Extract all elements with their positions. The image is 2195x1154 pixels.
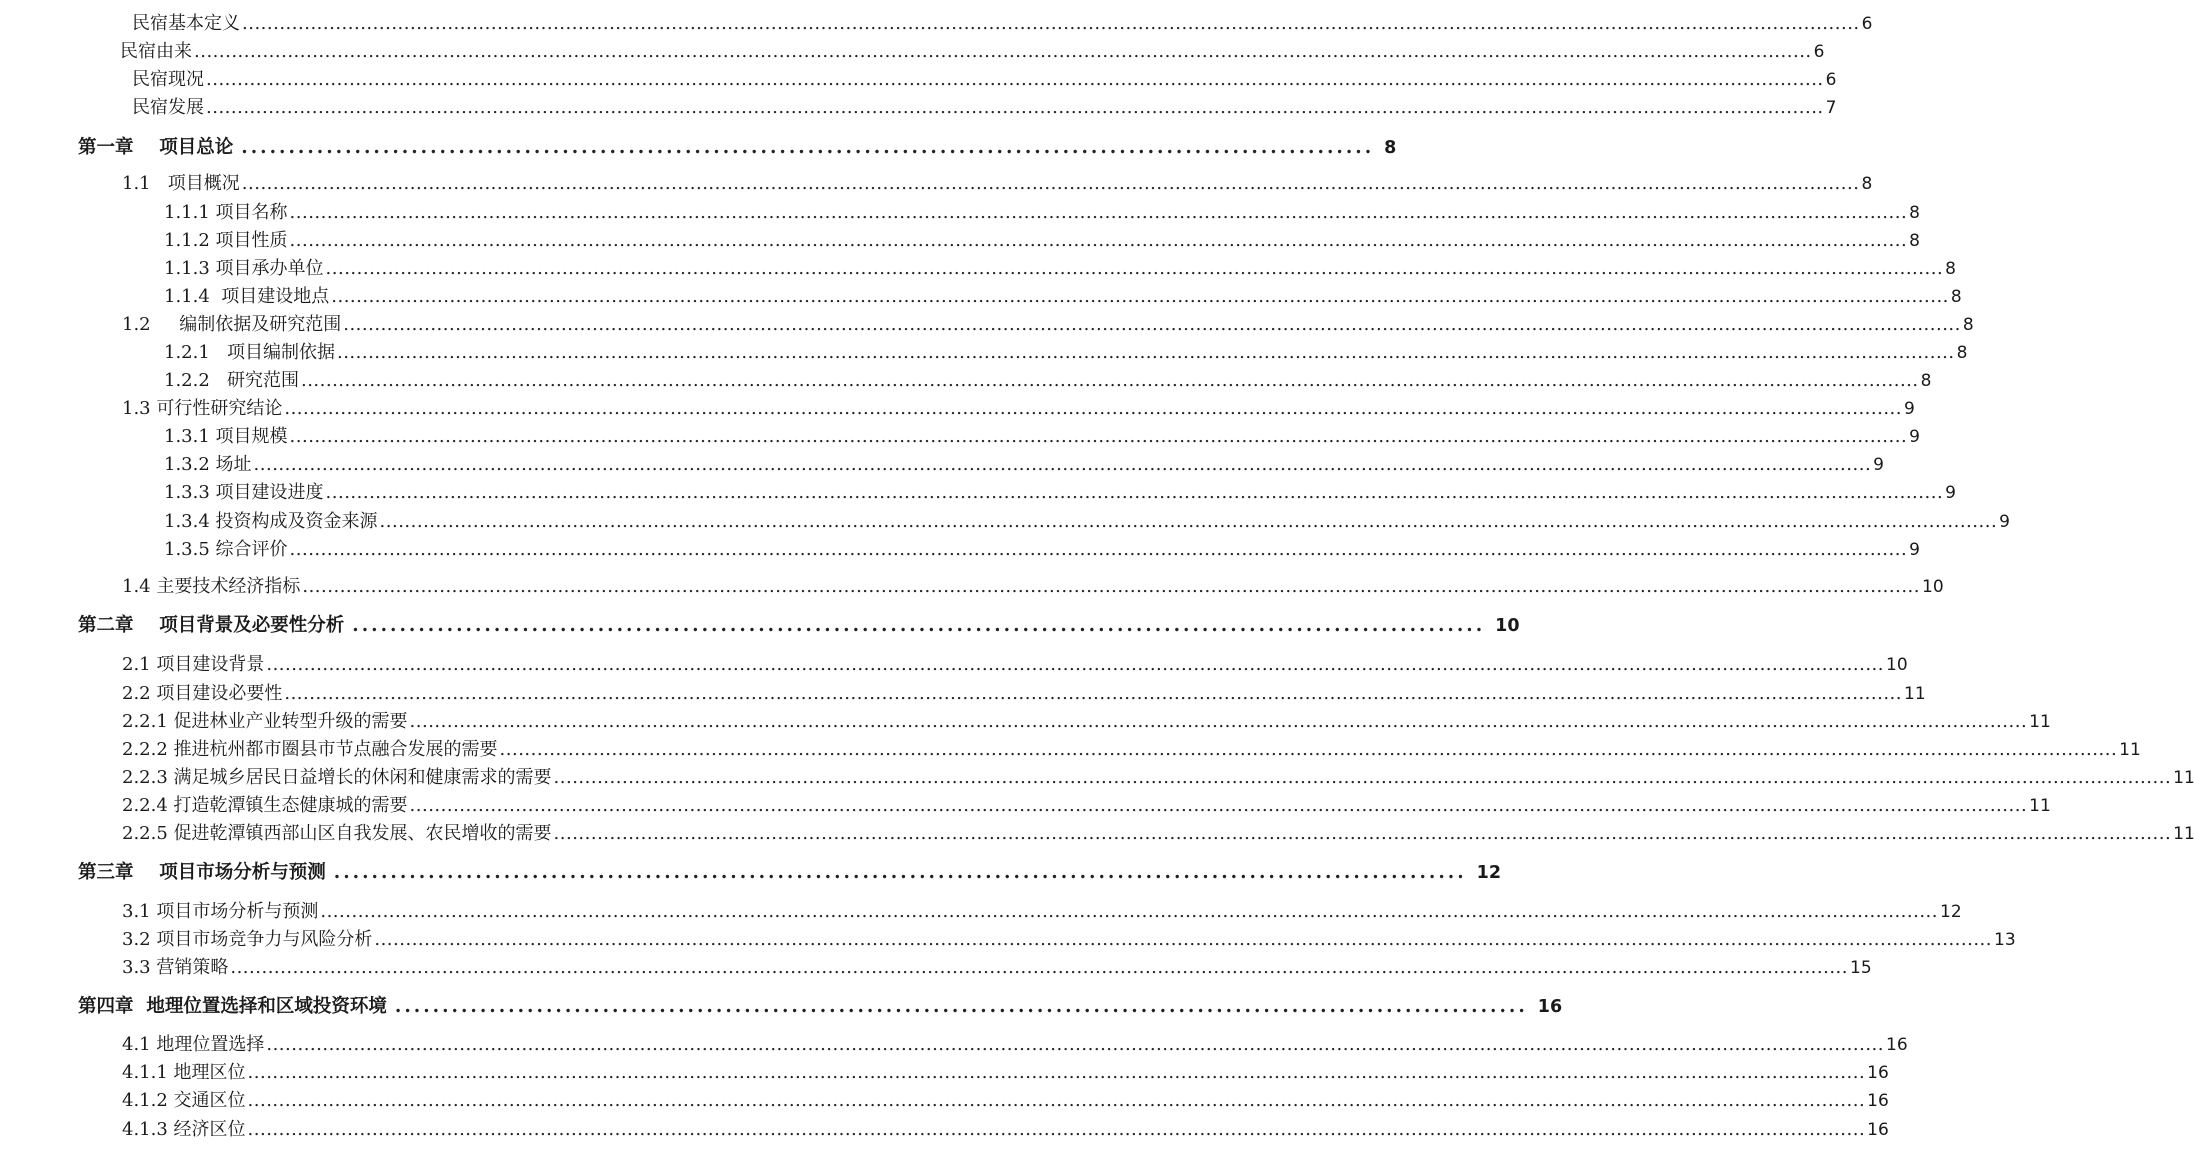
toc-page-number: 11 bbox=[1904, 684, 1926, 704]
toc-entry-title: 1.1.1 项目名称 bbox=[164, 202, 288, 223]
toc-dot-leader: .................................................................................................................................................................................................................................................................... bbox=[499, 739, 2118, 760]
toc-entry[interactable] bbox=[122, 170, 1873, 196]
toc-entry-title: 3.3 营销策略 bbox=[122, 957, 229, 978]
toc-dot-leader: .................................................................................................................................................................................................................................................................... bbox=[247, 1062, 1866, 1083]
toc-dot-leader: .................................................................................................................................................................................................................................................................... bbox=[266, 654, 1884, 675]
toc-entry-title: 民宿基本定义 bbox=[132, 13, 240, 34]
toc-chapter-entry[interactable] bbox=[78, 612, 1520, 638]
toc-entry-title: 1.2 编制依据及研究范围 bbox=[122, 314, 342, 335]
toc-dot-leader: .................................................................................................................................................................................................................................................................... bbox=[242, 13, 1860, 34]
toc-entry[interactable] bbox=[122, 736, 2141, 762]
toc-dot-leader: ........................................................................................................................ bbox=[352, 615, 1486, 636]
toc-dot-leader: .................................................................................................................................................................................................................................................................... bbox=[241, 173, 1860, 194]
toc-page-number: 11 bbox=[2173, 824, 2195, 844]
toc-entry[interactable] bbox=[164, 255, 1956, 281]
toc-page-number: 16 bbox=[1867, 1091, 1889, 1111]
toc-entry[interactable] bbox=[164, 339, 1968, 365]
toc-entry[interactable] bbox=[164, 451, 1884, 477]
toc-page-number: 12 bbox=[1940, 902, 1962, 922]
toc-entry[interactable] bbox=[122, 898, 1962, 924]
toc-dot-leader: .................................................................................................................................................................................................................................................................... bbox=[300, 370, 1919, 391]
toc-entry[interactable] bbox=[122, 1059, 1889, 1085]
toc-entry[interactable] bbox=[132, 10, 1873, 36]
toc-entry-title: 2.2.3 满足城乡居民日益增长的休闲和健康需求的需要 bbox=[122, 767, 552, 788]
toc-page-number: 16 bbox=[1537, 997, 1563, 1017]
toc-page-number: 8 bbox=[1384, 138, 1397, 158]
toc-page-number: 10 bbox=[1922, 577, 1944, 597]
toc-entry[interactable] bbox=[122, 1087, 1889, 1113]
toc-page-number: 10 bbox=[1495, 616, 1520, 636]
toc-dot-leader: .................................................................................................................................................................................................................................................................... bbox=[247, 1090, 1866, 1111]
toc-entry-title: 1.3.5 综合评价 bbox=[164, 539, 288, 560]
toc-entry[interactable] bbox=[164, 227, 1920, 253]
toc-entry[interactable] bbox=[164, 367, 1932, 393]
toc-dot-leader: .................................................................................................................................................................................................................................................................... bbox=[374, 929, 1992, 950]
toc-dot-leader: .................................................................................................................................................................................................................................................................... bbox=[325, 482, 1944, 503]
toc-entry-title: 1.2.1 项目编制依据 bbox=[164, 342, 335, 363]
toc-page-number: 8 bbox=[1945, 259, 1956, 279]
toc-entry-title: 第三章 项目市场分析与预测 bbox=[78, 862, 326, 883]
toc-page-number: 16 bbox=[1867, 1063, 1889, 1083]
toc-page-number: 9 bbox=[1909, 540, 1920, 560]
toc-dot-leader: .................................................................................................................................................................................................................................................................... bbox=[289, 202, 1908, 223]
toc-entry[interactable] bbox=[122, 954, 1872, 980]
toc-page-number: 15 bbox=[1850, 958, 1872, 978]
toc-entry-title: 3.1 项目市场分析与预测 bbox=[122, 901, 319, 922]
toc-page-number: 13 bbox=[1994, 930, 2016, 950]
toc-dot-leader: .................................................................................................................................................................................................................................................................... bbox=[253, 454, 1872, 475]
toc-dot-leader: .................................................................................................................................................................................................................................................................... bbox=[553, 767, 2172, 788]
toc-entry-title: 1.3.1 项目规模 bbox=[164, 426, 288, 447]
toc-dot-leader: .................................................................................................................................................................................................................................................................... bbox=[553, 823, 2172, 844]
toc-dot-leader: .................................................................................................................................................................................................................................................................... bbox=[206, 69, 1824, 90]
toc-dot-leader: .................................................................................................................................................................................................................................................................... bbox=[379, 511, 1998, 532]
toc-dot-leader: .................................................................................................................................................................................................................................................................... bbox=[284, 398, 1902, 419]
toc-chapter-entry[interactable] bbox=[78, 859, 1502, 885]
toc-entry[interactable] bbox=[164, 199, 1920, 225]
toc-dot-leader: .................................................................................................................................................................................................................................................................... bbox=[320, 901, 1938, 922]
toc-page-number: 9 bbox=[1999, 512, 2010, 532]
toc-dot-leader: .................................................................................................................................................................................................................................................................... bbox=[289, 230, 1908, 251]
toc-page-number: 9 bbox=[1945, 483, 1956, 503]
toc-entry[interactable] bbox=[122, 311, 1974, 337]
toc-entry-title: 第二章 项目背景及必要性分析 bbox=[78, 615, 345, 636]
toc-page-number: 8 bbox=[1909, 231, 1920, 251]
toc-entry[interactable] bbox=[122, 395, 1915, 421]
toc-dot-leader: .................................................................................................................................................................................................................................................................... bbox=[230, 957, 1848, 978]
toc-page-number: 9 bbox=[1909, 427, 1920, 447]
toc-entry-title: 1.1.3 项目承办单位 bbox=[164, 258, 324, 279]
toc-entry[interactable] bbox=[132, 66, 1837, 92]
toc-page-number: 8 bbox=[1909, 203, 1920, 223]
toc-dot-leader: .................................................................................................................................................................................................................................................................... bbox=[409, 795, 2028, 816]
toc-entry-title: 1.1 项目概况 bbox=[122, 173, 240, 194]
toc-entry-title: 2.2.4 打造乾潭镇生态健康城的需要 bbox=[122, 795, 408, 816]
toc-entry[interactable] bbox=[122, 708, 2051, 734]
toc-entry[interactable] bbox=[122, 573, 1944, 599]
toc-dot-leader: .................................................................................................................................................................................................................................................................... bbox=[325, 258, 1944, 279]
toc-page-number: 16 bbox=[1867, 1120, 1889, 1140]
toc-entry[interactable] bbox=[122, 926, 2016, 952]
toc-dot-leader: .................................................................................................................................................................................................................................................................... bbox=[284, 683, 1902, 704]
toc-page-number: 6 bbox=[1825, 70, 1837, 90]
toc-dot-leader: .................................................................................................................................................................................................................................................................... bbox=[409, 711, 2028, 732]
toc-entry[interactable] bbox=[164, 508, 2010, 534]
toc-entry-title: 1.2.2 研究范围 bbox=[164, 370, 299, 391]
toc-dot-leader: .................................................................................................................................................................................................................................................................... bbox=[266, 1034, 1884, 1055]
toc-dot-leader: ........................................................................................................................ bbox=[394, 996, 1528, 1017]
toc-entry-title: 2.1 项目建设背景 bbox=[122, 654, 265, 675]
toc-page-number: 11 bbox=[2119, 740, 2141, 760]
toc-entry-title: 民宿发展 bbox=[132, 97, 204, 118]
toc-dot-leader: ........................................................................................................................ bbox=[241, 137, 1375, 158]
toc-page-number: 8 bbox=[1962, 315, 1974, 335]
toc-page-number: 8 bbox=[1920, 371, 1932, 391]
toc-entry[interactable] bbox=[122, 651, 1908, 677]
toc-entry[interactable] bbox=[122, 820, 2195, 846]
toc-dot-leader: .................................................................................................................................................................................................................................................................... bbox=[343, 314, 1961, 335]
toc-page-number: 6 bbox=[1861, 14, 1873, 34]
toc-page-number: 9 bbox=[1904, 399, 1915, 419]
toc-page-number: 11 bbox=[2029, 796, 2051, 816]
toc-entry-title: 1.1.2 项目性质 bbox=[164, 230, 288, 251]
toc-page-number: 9 bbox=[1873, 455, 1884, 475]
toc-entry-title: 1.3.3 项目建设进度 bbox=[164, 482, 324, 503]
toc-page-number: 12 bbox=[1476, 863, 1502, 883]
toc-entry[interactable] bbox=[120, 38, 1825, 64]
toc-entry[interactable] bbox=[164, 283, 1962, 309]
toc-entry-title: 2.2 项目建设必要性 bbox=[122, 683, 283, 704]
toc-entry-title: 1.4 主要技术经济指标 bbox=[122, 576, 301, 597]
toc-entry-title: 第一章 项目总论 bbox=[78, 137, 234, 158]
toc-entry[interactable] bbox=[122, 1031, 1908, 1057]
toc-entry-title: 4.1.1 地理区位 bbox=[122, 1062, 246, 1083]
toc-dot-leader: .................................................................................................................................................................................................................................................................... bbox=[194, 41, 1812, 62]
toc-entry[interactable] bbox=[122, 1116, 1889, 1142]
toc-entry-title: 1.3.4 投资构成及资金来源 bbox=[164, 511, 378, 532]
toc-entry-title: 3.2 项目市场竞争力与风险分析 bbox=[122, 929, 373, 950]
toc-page-number: 7 bbox=[1825, 98, 1837, 118]
toc-entry-title: 4.1.2 交通区位 bbox=[122, 1090, 246, 1111]
toc-entry-title: 民宿现况 bbox=[132, 69, 204, 90]
toc-entry-title: 民宿由来 bbox=[120, 41, 192, 62]
toc-entry[interactable] bbox=[164, 536, 1920, 562]
toc-page-number: 11 bbox=[2173, 768, 2195, 788]
toc-page-number: 8 bbox=[1861, 174, 1873, 194]
toc-entry-title: 1.3.2 场址 bbox=[164, 454, 252, 475]
toc-dot-leader: .................................................................................................................................................................................................................................................................... bbox=[331, 286, 1949, 307]
toc-entry-title: 1.1.4 项目建设地点 bbox=[164, 286, 330, 307]
toc-entry[interactable] bbox=[164, 479, 1956, 505]
toc-entry[interactable] bbox=[122, 792, 2051, 818]
toc-entry-title: 1.3 可行性研究结论 bbox=[122, 398, 283, 419]
toc-entry-title: 2.2.2 推进杭州都市圈县市节点融合发展的需要 bbox=[122, 739, 498, 760]
toc-dot-leader: .................................................................................................................................................................................................................................................................... bbox=[302, 576, 1920, 597]
toc-entry-title: 4.1.3 经济区位 bbox=[122, 1119, 246, 1140]
toc-dot-leader: .................................................................................................................................................................................................................................................................... bbox=[336, 342, 1955, 363]
toc-entry-title: 2.2.5 促进乾潭镇西部山区自我发展、农民增收的需要 bbox=[122, 823, 552, 844]
toc-entry-title: 第四章 地理位置选择和区域投资环境 bbox=[78, 996, 387, 1017]
toc-entry[interactable] bbox=[122, 764, 2195, 790]
toc-page-number: 16 bbox=[1886, 1035, 1908, 1055]
toc-dot-leader: .................................................................................................................................................................................................................................................................... bbox=[289, 426, 1908, 447]
toc-dot-leader: .................................................................................................................................................................................................................................................................... bbox=[289, 539, 1908, 560]
toc-page-number: 8 bbox=[1956, 343, 1968, 363]
toc-dot-leader: .................................................................................................................................................................................................................................................................... bbox=[206, 97, 1824, 118]
toc-dot-leader: ........................................................................................................................ bbox=[333, 862, 1467, 883]
toc-entry[interactable] bbox=[122, 680, 1926, 706]
toc-page-number: 8 bbox=[1950, 287, 1962, 307]
toc-page-number: 10 bbox=[1886, 655, 1908, 675]
toc-entry-title: 4.1 地理位置选择 bbox=[122, 1034, 265, 1055]
toc-chapter-entry[interactable] bbox=[78, 134, 1397, 160]
toc-dot-leader: .................................................................................................................................................................................................................................................................... bbox=[247, 1119, 1866, 1140]
toc-entry[interactable] bbox=[132, 94, 1837, 120]
toc-chapter-entry[interactable] bbox=[78, 993, 1563, 1019]
toc-entry[interactable] bbox=[164, 423, 1920, 449]
toc-entry-title: 2.2.1 促进林业产业转型升级的需要 bbox=[122, 711, 408, 732]
toc-page-number: 11 bbox=[2029, 712, 2051, 732]
toc-page-number: 6 bbox=[1813, 42, 1825, 62]
